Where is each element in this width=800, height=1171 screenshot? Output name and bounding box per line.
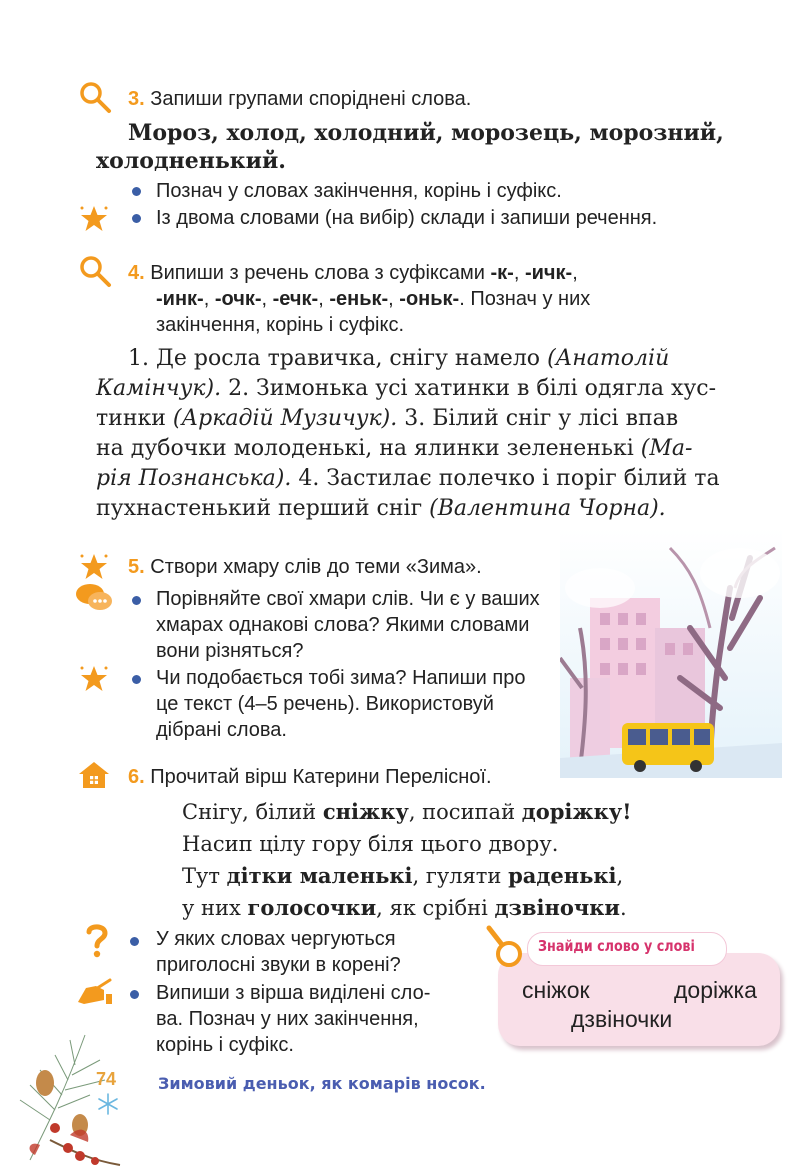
- suffix: -к-: [490, 262, 514, 284]
- suffix: -очк-: [214, 288, 262, 310]
- bullet-dot: [132, 675, 141, 684]
- task4-instruction: Випиши з речень слова з суфіксами: [150, 262, 485, 284]
- poem: [182, 796, 631, 924]
- text-line: Чи подобається тобі зима? Напиши про: [156, 667, 526, 689]
- poem-line: Снігу, білий сніжку, посипай доріжку!: [182, 799, 632, 824]
- house-icon: [78, 760, 110, 790]
- author: (Валентина Чорна).: [429, 496, 666, 521]
- poem-line: у них голосочки, як срібні дзвіночки.: [182, 895, 627, 920]
- suffix: -ечк-: [272, 288, 319, 310]
- star-icon: [78, 663, 110, 695]
- winter-city-illustration: [560, 528, 782, 778]
- suffix: -ичк-: [524, 262, 573, 284]
- suffix: -оньк-: [399, 288, 460, 310]
- author: (Аркадій Музичук).: [172, 406, 398, 431]
- bullet-dot: [132, 596, 141, 605]
- author: Камінчук).: [96, 376, 222, 401]
- task3-words-line2: холодненький.: [96, 148, 286, 174]
- word-box-word: сніжок: [522, 977, 590, 1003]
- word-box-word: доріжка: [674, 977, 757, 1003]
- text-line: вони різняться?: [156, 640, 304, 662]
- magnifier-icon: [78, 80, 112, 114]
- text-line: приголосні звуки в корені?: [156, 954, 401, 976]
- task6-number: 6.: [128, 766, 145, 788]
- text-line: Порівняйте свої хмари слів. Чи є у ваших: [156, 588, 540, 610]
- suffix: -инк-: [156, 288, 204, 310]
- task4-sentences: [96, 344, 748, 524]
- task3-bullet1: Познач у словах закінчення, корінь і суфікс.: [156, 180, 562, 202]
- star-icon: [78, 551, 110, 583]
- sentence-text: 1. Де росла травичка, снігу намело: [128, 346, 541, 371]
- magnifier-icon: [78, 254, 112, 288]
- sentence-text: тинки: [96, 406, 166, 431]
- text-line: це текст (4–5 речень). Використовуй: [156, 693, 494, 715]
- sentence-text: 3. Білий сніг у лісі впав: [404, 406, 679, 431]
- text-line: У яких словах чергуються: [156, 928, 396, 950]
- task3-number: 3.: [128, 88, 145, 110]
- task6-heading: [128, 764, 492, 790]
- text-line: Випиши з вірша виділені сло-: [156, 982, 431, 1004]
- author: (Анатолій: [547, 346, 670, 371]
- task4-number: 4.: [128, 262, 145, 284]
- text-line: ва. Познач у них закінчення,: [156, 1008, 419, 1030]
- sentence-text: 4. Застилає полечко і поріг білий та: [298, 466, 720, 491]
- author: рія Познанська).: [96, 466, 292, 491]
- footer-proverb: Зимовий деньок, як комарів носок.: [158, 1074, 486, 1093]
- snowflake-icon: [96, 1092, 120, 1116]
- task4-line3: закінчення, корінь і суфікс.: [156, 314, 404, 336]
- bullet-dot: [132, 214, 141, 223]
- task5-instruction: Створи хмару слів до теми «Зима».: [150, 556, 482, 578]
- sentence-text: 2. Зимонька усі хатинки в білі одягла хус-: [228, 376, 717, 401]
- word-box-word: дзвіночки: [571, 1006, 673, 1032]
- magnifier-icon: [485, 924, 529, 970]
- task3-heading: [128, 86, 471, 112]
- sentence-text: на дубочки молоденькі, на ялинки зелененькі: [96, 436, 634, 461]
- bullet-dot: [130, 937, 139, 946]
- writing-hand-icon: [74, 978, 114, 1006]
- task5-bullet1: [156, 586, 540, 664]
- bullet-dot: [130, 990, 139, 999]
- poem-line: Насип цілу гору біля цього двору.: [182, 832, 559, 856]
- page-number: 74: [96, 1069, 117, 1089]
- text-line: дібрані слова.: [156, 719, 287, 741]
- question-icon: [84, 922, 110, 958]
- task6-write: [156, 980, 468, 1058]
- task5-number: 5.: [128, 556, 145, 578]
- task3-bullet2: Із двома словами (на вибір) склади і запиши речення.: [156, 207, 658, 229]
- chat-bubble-icon: [74, 582, 114, 614]
- sentence-text: пухнастенький перший сніг: [96, 496, 423, 521]
- text-line: хмарах однакові слова? Якими словами: [156, 614, 530, 636]
- author: (Ма-: [640, 436, 693, 461]
- word-box-title: Знайди слово у слові: [538, 937, 695, 955]
- task3-words-line1: Мороз, холод, холодний, морозець, морозний,: [128, 120, 724, 146]
- task4-line2-post: . Познач у них: [459, 288, 591, 310]
- task4-line1: 4. Випиши з речень слова з суфіксами -к-, -ичк-,: [128, 262, 578, 284]
- suffix: -еньк-: [329, 288, 389, 310]
- bullet-dot: [132, 187, 141, 196]
- task3-instruction: Запиши групами споріднені слова.: [150, 88, 472, 110]
- task4-line2: -инк-, -очк-, -ечк-, -еньк-, -оньк-. Познач у них: [156, 288, 591, 310]
- poem-line: Тут дітки маленькі, гуляти раденькі,: [182, 863, 624, 888]
- task6-question: [156, 926, 401, 978]
- text-line: корінь і суфікс.: [156, 1034, 294, 1056]
- task5-heading: [128, 554, 482, 580]
- star-icon: [78, 203, 110, 235]
- task5-bullet2: [156, 665, 568, 743]
- task6-instruction: Прочитай вірш Катерини Перелісної.: [150, 766, 492, 788]
